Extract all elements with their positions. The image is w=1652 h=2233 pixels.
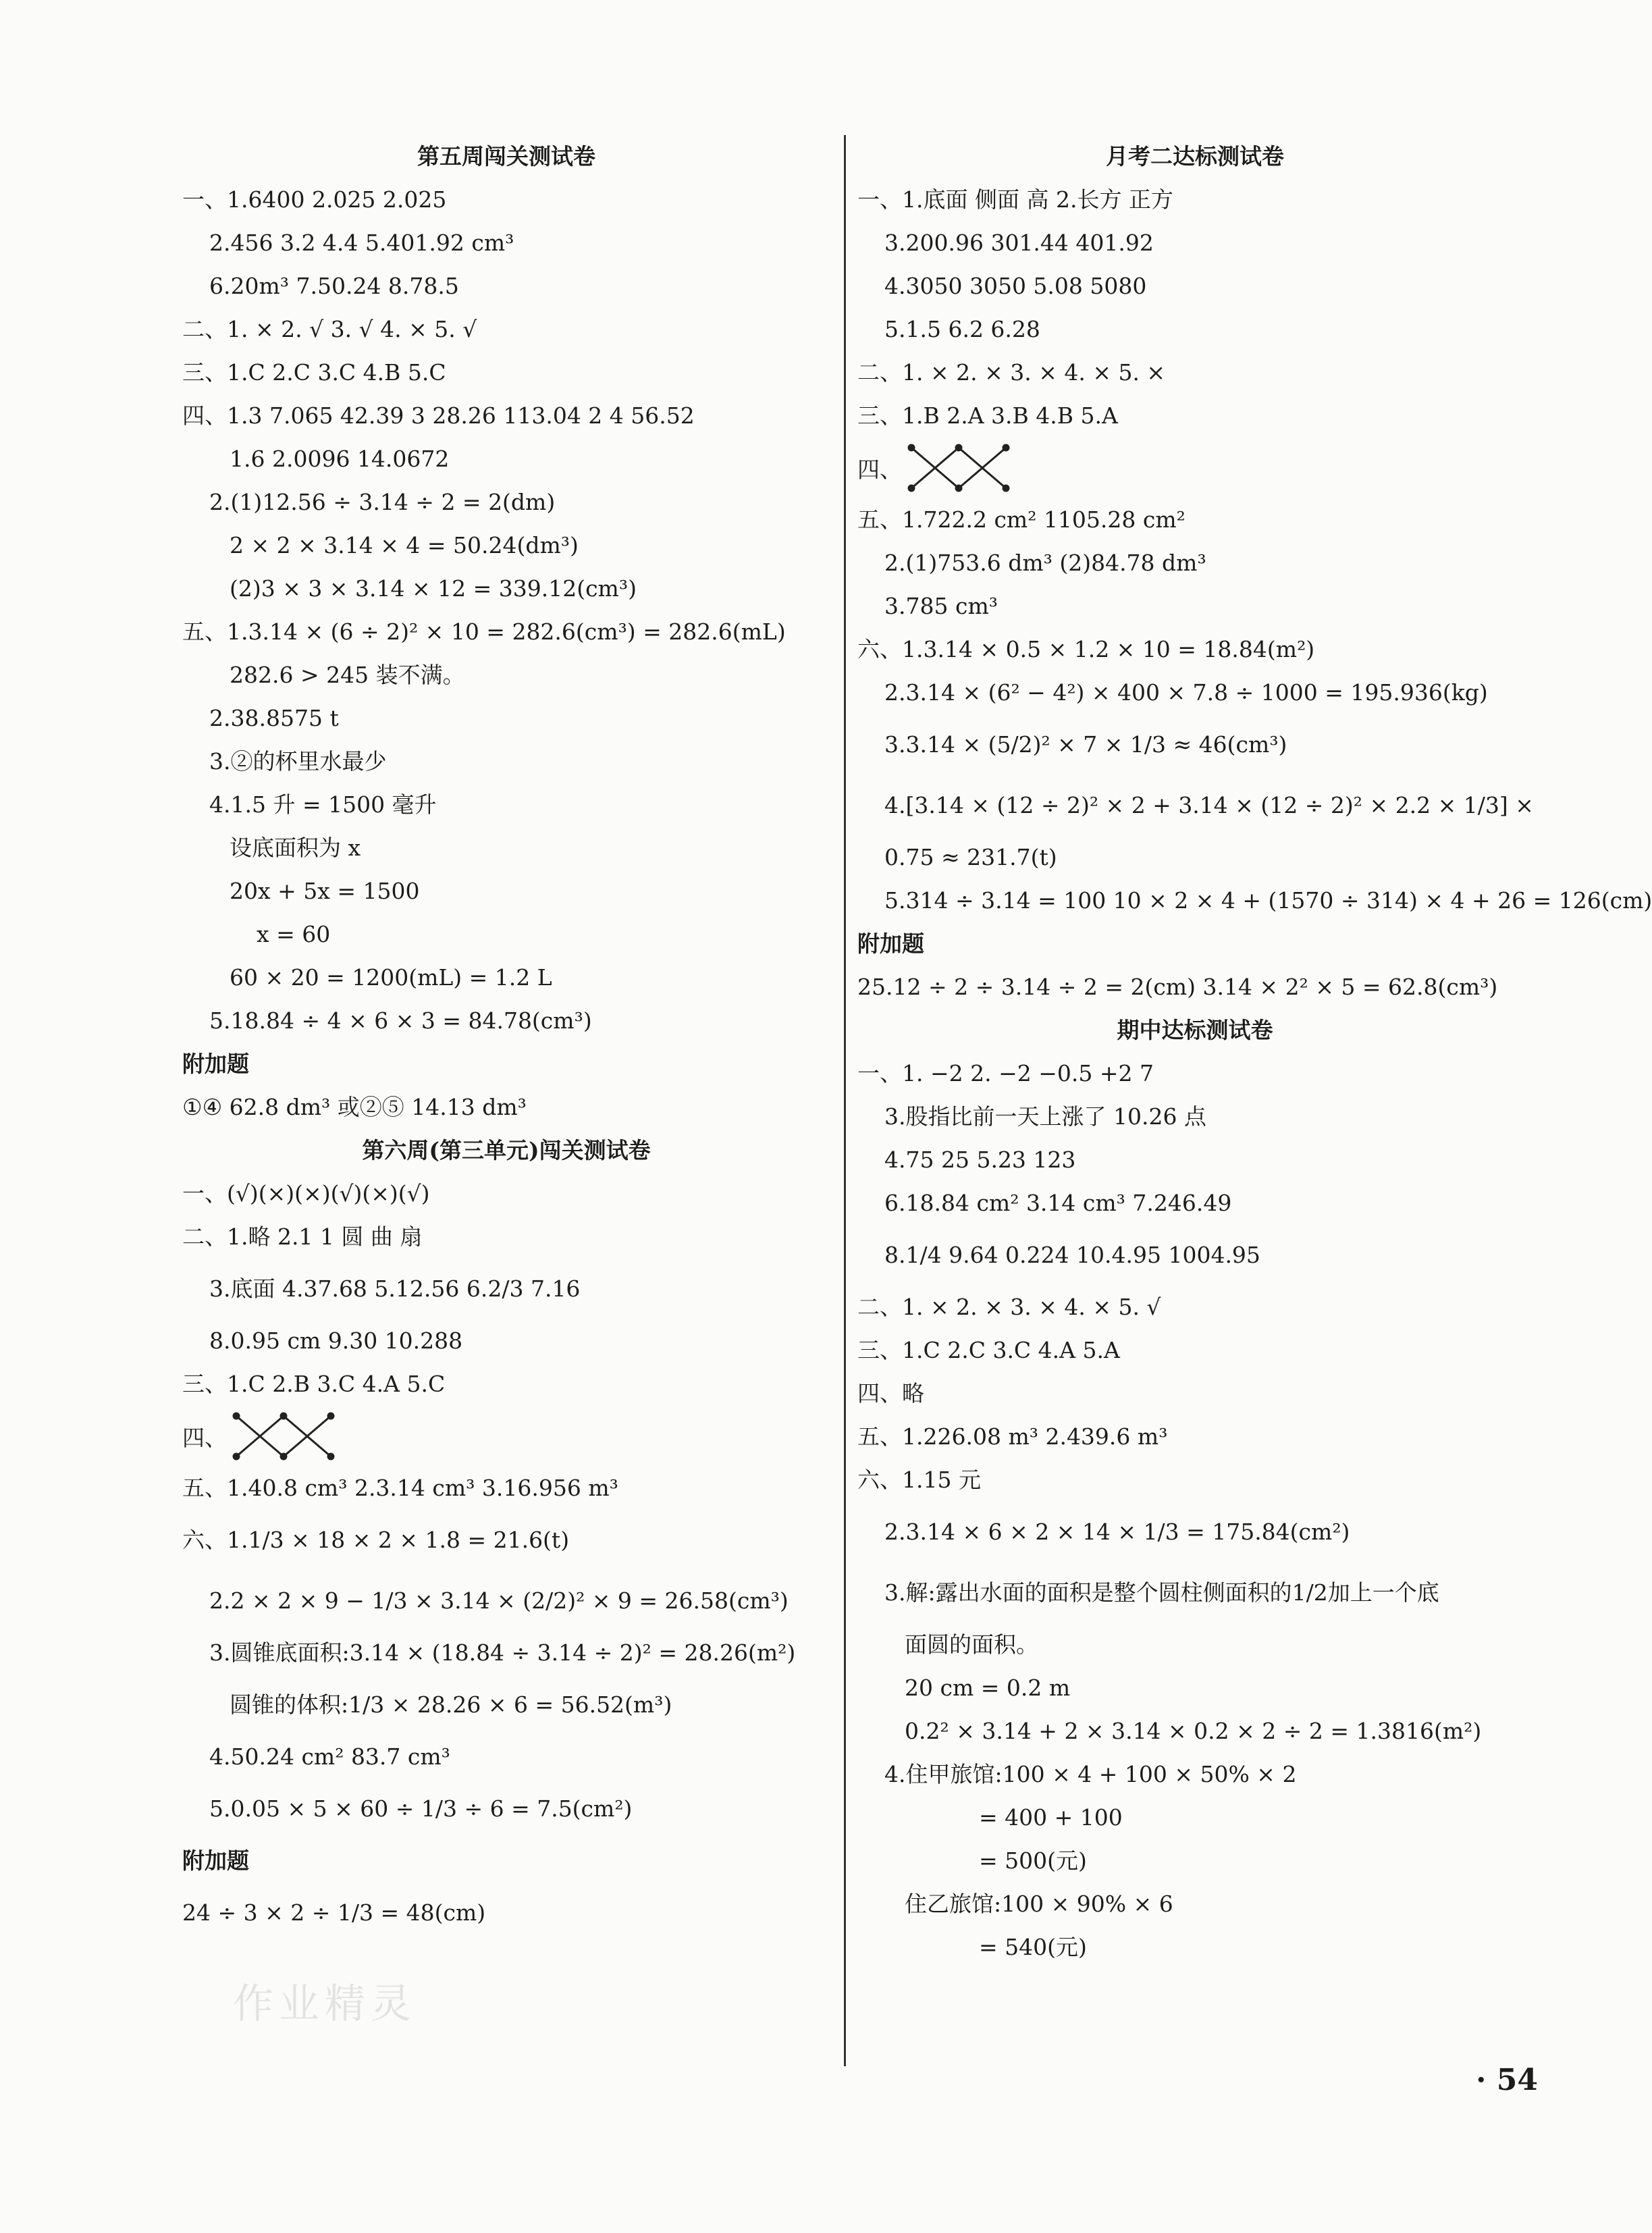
answer-line: 1.6 2.0096 14.0672	[230, 446, 450, 472]
answer-line: 一、1. −2 2. −2 −0.5 +2 7	[857, 1060, 1154, 1086]
answer-line: 8.0.95 cm 9.30 10.288	[209, 1328, 463, 1354]
answer-line: 5.1.5 6.2 6.28	[884, 316, 1040, 342]
right-column	[857, 135, 1652, 1969]
answer-line: 面圆的面积。	[905, 1631, 1038, 1658]
answer-line: 四、1.3 7.065 42.39 3 28.26 113.04 2 4 56.52	[182, 402, 695, 429]
answer-line: 0.2² × 3.14 + 2 × 3.14 × 0.2 × 2 ÷ 2 = 1.3816(m²)	[905, 1718, 1482, 1744]
answer-line: 一、1.6400 2.025 2.025	[182, 186, 447, 213]
answer-line: x = 60	[257, 921, 331, 947]
answer-line: 20 cm = 0.2 m	[905, 1675, 1071, 1701]
answer-line: 3.底面 4.37.68 5.12.56 6.2/3 7.16	[209, 1276, 581, 1302]
matching-lines-icon	[230, 1409, 365, 1463]
section-title: 期中达标测试卷	[1117, 1017, 1273, 1043]
answer-line: 一、(√)(×)(×)(√)(×)(√)	[182, 1180, 430, 1207]
answer-line: 圆锥的体积:1/3 × 28.26 × 6 = 56.52(m³)	[230, 1691, 672, 1718]
answer-line: 2.3.14 × 6 × 2 × 14 × 1/3 = 175.84(cm²)	[884, 1519, 1350, 1545]
answer-line: = 500(元)	[979, 1847, 1087, 1874]
answer-line: 5.0.05 × 5 × 60 ÷ 1/3 ÷ 6 = 7.5(cm²)	[209, 1795, 633, 1822]
section-title: 第五周闯关测试卷	[417, 143, 595, 169]
answer-line: 4.50.24 cm² 83.7 cm³	[209, 1743, 450, 1770]
answer-line: 3.200.96 301.44 401.92	[884, 230, 1154, 256]
answer-line: 五、1.226.08 m³ 2.439.6 m³	[857, 1423, 1168, 1450]
answer-line: 3.股指比前一天上涨了 10.26 点	[884, 1103, 1206, 1130]
answer-line: 4.1.5 升 = 1500 毫升	[209, 791, 437, 818]
answer-line: 24 ÷ 3 × 2 ÷ 1/3 = 48(cm)	[182, 1899, 486, 1926]
answer-line: 2.456 3.2 4.4 5.401.92 cm³	[209, 230, 514, 256]
answer-line: 二、1. × 2. √ 3. √ 4. × 5. √	[182, 316, 477, 342]
answer-line: 8.1/4 9.64 0.224 10.4.95 1004.95	[884, 1242, 1260, 1268]
bonus-heading: 附加题	[182, 1847, 249, 1874]
matching-row	[857, 438, 1533, 498]
bonus-heading: 附加题	[182, 1051, 249, 1077]
answer-line: 3.785 cm³	[884, 593, 998, 619]
answer-line: 4.3050 3050 5.08 5080	[884, 273, 1147, 299]
answer-line: 四、	[857, 456, 902, 483]
section-title: 第六周(第三单元)闯关测试卷	[362, 1137, 651, 1163]
answer-line: 4.住甲旅馆:100 × 4 + 100 × 50% × 2	[884, 1761, 1297, 1787]
watermark: 作业精灵	[233, 1980, 417, 2028]
bonus-heading: 附加题	[857, 930, 924, 957]
answer-line: 四、	[182, 1424, 227, 1451]
page-number: · 54	[1476, 2063, 1538, 2097]
matching-row	[182, 1406, 830, 1467]
answer-line: 6.18.84 cm² 3.14 cm³ 7.246.49	[884, 1190, 1232, 1216]
answer-line: (2)3 × 3 × 3.14 × 12 = 339.12(cm³)	[230, 575, 637, 602]
answer-line: 六、1.1/3 × 18 × 2 × 1.8 = 21.6(t)	[182, 1527, 570, 1553]
answer-line: 五、1.40.8 cm³ 2.3.14 cm³ 3.16.956 m³	[182, 1475, 618, 1501]
answer-line: 3.解:露出水面的面积是整个圆柱侧面积的1/2加上一个底	[884, 1579, 1439, 1606]
answer-line: 三、1.C 2.B 3.C 4.A 5.C	[182, 1371, 446, 1397]
answer-line: 0.75 ≈ 231.7(t)	[884, 844, 1057, 870]
answer-line: 20x + 5x = 1500	[230, 878, 420, 904]
answer-line: 二、1. × 2. × 3. × 4. × 5. √	[857, 1294, 1161, 1320]
answer-line: 5.314 ÷ 3.14 = 100 10 × 2 × 4 + (1570 ÷ 314) × 4 + 26 = 126(cm)	[884, 887, 1652, 914]
answer-line: 三、1.C 2.C 3.C 4.A 5.A	[857, 1337, 1120, 1363]
answer-line: 2.(1)753.6 dm³ (2)84.78 dm³	[884, 550, 1206, 576]
answer-line: ①④ 62.8 dm³ 或②⑤ 14.13 dm³	[182, 1094, 527, 1120]
answer-line: 60 × 20 = 1200(mL) = 1.2 L	[230, 964, 552, 991]
column-divider	[844, 135, 846, 2066]
answer-line: 设底面积为 x	[230, 835, 361, 861]
answer-line: 25.12 ÷ 2 ÷ 3.14 ÷ 2 = 2(cm) 3.14 × 2² × 5 = 62.8(cm³)	[857, 974, 1498, 1000]
answer-line: 3.3.14 × (5/2)² × 7 × 1/3 ≈ 46(cm³)	[884, 731, 1287, 758]
answer-line: = 400 + 100	[979, 1804, 1123, 1831]
answer-line: 二、1.略 2.1 1 圆 曲 扇	[182, 1224, 423, 1250]
answer-line: 六、1.3.14 × 0.5 × 1.2 × 10 = 18.84(m²)	[857, 636, 1315, 662]
answer-line: 2 × 2 × 3.14 × 4 = 50.24(dm³)	[230, 532, 579, 558]
answer-line: 一、1.底面 侧面 高 2.长方 正方	[857, 186, 1173, 213]
answer-line: 282.6 > 245 装不满。	[230, 662, 465, 688]
answer-line: = 540(元)	[979, 1934, 1087, 1960]
answer-line: 6.20m³ 7.50.24 8.78.5	[209, 273, 459, 299]
answer-line: 住乙旅馆:100 × 90% × 6	[905, 1891, 1173, 1917]
answer-line: 三、1.C 2.C 3.C 4.B 5.C	[182, 359, 446, 386]
answer-line: 五、1.722.2 cm² 1105.28 cm²	[857, 506, 1185, 533]
answer-line: 2.(1)12.56 ÷ 3.14 ÷ 2 = 2(dm)	[209, 489, 556, 515]
answer-line: 3.②的杯里水最少	[209, 748, 387, 774]
answer-line: 2.3.14 × (6² − 4²) × 400 × 7.8 ÷ 1000 = 195.936(kg)	[884, 679, 1488, 706]
answer-line: 5.18.84 ÷ 4 × 6 × 3 = 84.78(cm³)	[209, 1007, 592, 1034]
answer-line: 二、1. × 2. × 3. × 4. × 5. ×	[857, 359, 1166, 386]
answer-line: 四、略	[857, 1380, 924, 1407]
answer-line: 三、1.B 2.A 3.B 4.B 5.A	[857, 402, 1118, 429]
answer-line: 六、1.15 元	[857, 1467, 981, 1493]
answer-line: 4.[3.14 × (12 ÷ 2)² × 2 + 3.14 × (12 ÷ 2)² × 2.2 × 1/3] ×	[884, 792, 1534, 818]
answer-line: 3.圆锥底面积:3.14 × (18.84 ÷ 3.14 ÷ 2)² = 28.26(m²)	[209, 1639, 796, 1666]
section-title: 月考二达标测试卷	[1106, 143, 1284, 169]
answer-line: 2.2 × 2 × 9 − 1/3 × 3.14 × (2/2)² × 9 = 26.58(cm³)	[209, 1587, 789, 1614]
answer-line: 2.38.8575 t	[209, 705, 339, 731]
left-column	[182, 135, 830, 1943]
answer-line: 4.75 25 5.23 123	[884, 1147, 1076, 1173]
matching-lines-icon	[905, 441, 1040, 495]
answer-line: 五、1.3.14 × (6 ÷ 2)² × 10 = 282.6(cm³) = 282.6(mL)	[182, 619, 786, 645]
